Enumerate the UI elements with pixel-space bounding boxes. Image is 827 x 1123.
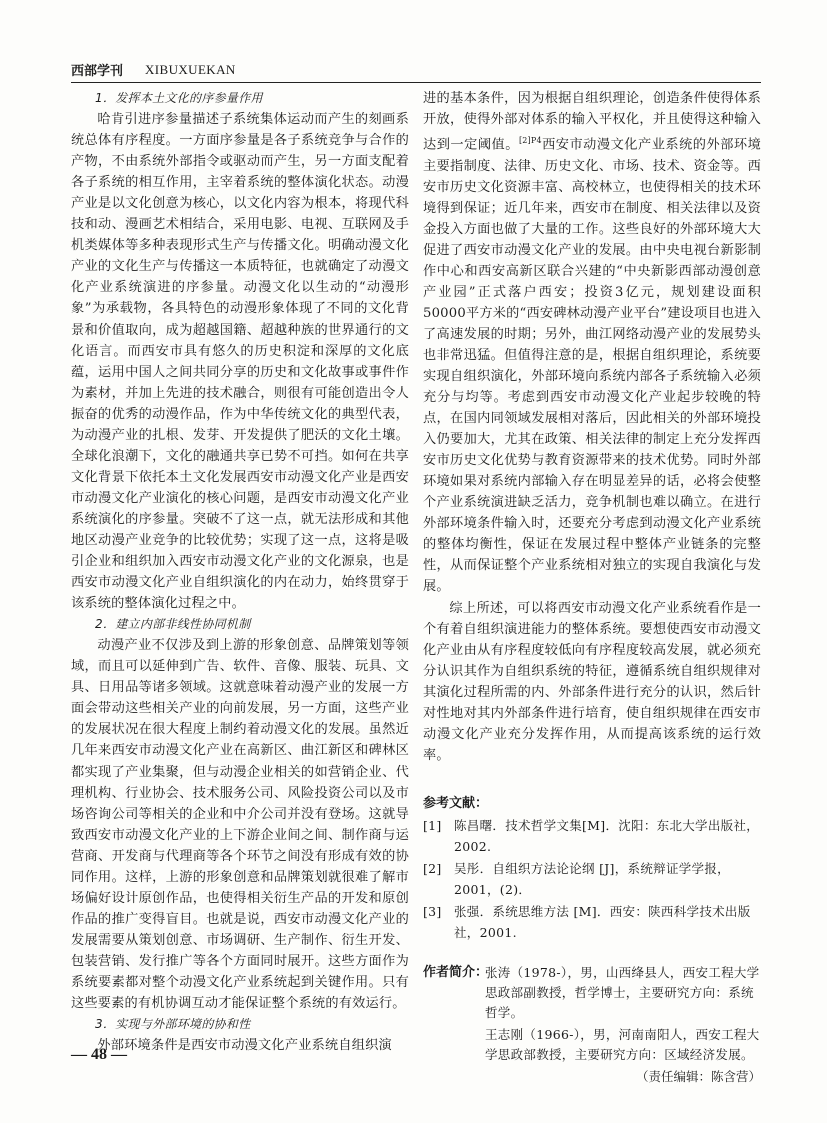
body-paragraph: 哈肯引进序参量描述子系统集体运动而产生的刻画系统总体有序程度。一方面序参量是各子系统竞争与合作的产物，不由系统外部指令或驱动而产生，另一方面支配着各子系统的相互作用，主宰着系统的整体演化状态。动漫产业是以文化创意为核心，以文化内容为根本，将现代科技和动、漫画艺术相结合，采用电影、电视、互联网及手机类媒体等多种表现形式生产与传播文化。明确动漫文化产业的文化生产与传播这一本质特征，也就确定了动漫文化产业系统演进的序参量。动漫文化以生动的“动漫形象”为承载物，各具特色的动漫形象体现了不同的文化背景和价值取向，成为超越国籍、超越种族的世界通行的文化语言。而西安市具有悠久的历史积淀和深厚的文化底蕴，运用中国人之间共同分享的历史和文化故事或事件作为素材，并加上先进的技术融合，则很有可能创造出令人振奋的优秀的动漫作品，作为中华传统文化的典型代表，为动漫产业的扎根、发芽、开发提供了肥沃的文化土壤。全球化浪潮下，文化的融通共享已势不可挡。如何在共享文化背景下依托本土文化发展西安市动漫文化产业是西安市动漫文化产业演化的核心问题，是西安市动漫文化产业系统演化的序参量。突破不了这一点，就无法形成和其他地区动漫产业竞争的比较优势；实现了这一点，这将是吸引企业和组织加入西安市动漫文化产业的文化源泉，也是西安市动漫文化产业自组织演化的内在动力，始终贯穿于该系统的整体演化过程之中。: [71, 112, 409, 612]
body-paragraph: 外部环境条件是西安市动漫文化产业系统自组织演: [97, 1038, 392, 1054]
body-paragraph: [423, 88, 761, 598]
body-paragraph: 动漫产业不仅涉及到上游的形象创意、品牌策划等领域，而且可以延伸到广告、软件、音像、服装、玩具、文具、日用品等诸多领域。这就意味着动漫产业的发展一方面会带动这些相关产业的向前发展，另一方面，这些产业的发展状况在很大程度上制约着动漫文化的发展。虽然近几年来西安市动漫文化产业在高新区、曲江新区和碑林区都实现了产业集聚，但与动漫企业相关的如营销企业、代理机构、行业协会、技术服务公司、风险投资公司以及市场咨询公司等相关的企业和中介公司并没有登场。这就导致西安市动漫文化产业的上下游企业间之间、制作商与运营商、开发商与代理商等各个环节之间没有形成有效的协同作用。这样，上游的形象创意和品牌策划就很难了解市场偏好设计原创作品，也使得相关衍生产品的开发和原创作品的推广变得盲目。也就是说，西安市动漫文化产业的发展需要从策划创意、市场调研、生产制作、衍生开发、包装营销、发行推广等各个方面同时展开。这些方面作为系统要素都对整个动漫文化产业系统起到关键作用。只有这些要素的有机协调互动才能保证整个系统的有效运行。: [71, 638, 409, 1012]
author-bio: 张涛（1978-），男，山西绛县人，西安工程大学思政部副教授，哲学博士，主要研究方向：系统哲学。: [485, 964, 760, 1020]
author-list: [485, 963, 761, 1065]
reference-item: [423, 815, 761, 857]
left-column: [71, 88, 409, 1056]
reference-number: [3]: [423, 903, 442, 919]
author-label: 作者简介：: [423, 964, 489, 980]
paragraph-text: 进的基本条件，因为根据自组织理论，创造条件使得体系开放，使得外部对体系的输入平权化，并且使得这种输入达到一定阈值。: [423, 91, 761, 153]
journal-name-latin: XIBUXUEKAN: [145, 62, 236, 77]
reference-text: 陈昌曙．技术哲学文集[M]．沈阳：东北大学出版社，2002.: [454, 817, 760, 854]
responsible-editor: （责任编辑：陈含营）: [635, 1068, 761, 1084]
paragraph-text: 西安市动漫文化产业系统的外部环境主要指制度、法律、历史文化、市场、技术、资金等。西安市历史文化资源丰富、高校林立，也使得相关的技术环境得到保证；近几年来，西安市在制度、相关法律以及资金投入方面也做了大量的工作。这些良好的外部环境大大促进了西安市动漫文化产业的发展。由中央电视台新影制作中心和西安高新区联合兴建的“中央新影西部动漫创意产业园”正式落户西安；投资3亿元，规划建设面积50000平方米的“西安碑林动漫产业平台”建设项目也进入了高速发展的时期；另外，曲江网络动漫产业的发展势头也非常迅猛。但值得注意的是，根据自组织理论，系统要实现自组织演化，外部环境向系统内部各子系统输入必须充分与均等。考虑到西安市动漫文化产业起步较晚的特点，在国内同领域发展相对落后，因此相关的外部环境投入仍要加大，尤其在政策、相关法律的制定上充分发挥西安市历史文化优势与教育资源带来的技术优势。同时外部环境如果对系统内部输入存在明显差异的话，必将会使整个产业系统演进缺乏活力，竞争机制也难以确立。在进行外部环境条件输入时，还要充分考虑到动漫文化产业系统的整体均衡性，保证在发展过程中整体产业链条的完整性，从而保证整个产业系统相对独立的实现自我演化与发展。: [423, 137, 762, 595]
page-number: — 48 —: [71, 1046, 127, 1063]
reference-number: [1]: [423, 817, 442, 833]
references-heading: 参考文献：: [423, 795, 489, 811]
conclusion-paragraph: 综上所述，可以将西安市动漫文化产业系统看作是一个有着自组织演进能力的整体系统。要想使西安市动漫文化产业由从有序程度较低向有序程度较高发展，就必须充分认识其作为自组织系统的特征，遵循系统自组织规律对其演化过程所需的内、外部条件进行充分的认识，然后针对性地对其内外部条件进行培育，使自组织规律在西安市动漫文化产业充分发挥作用，从而提高该系统的运行效率。: [423, 600, 761, 763]
running-header: [71, 58, 761, 83]
author-bio: 王志刚（1966-），男，河南南阳人，西安工程大学思政部教授，主要研究方向：区域经济发展。: [485, 1026, 760, 1062]
right-column: [423, 88, 761, 1085]
section-heading-2: 2．建立内部非线性协同机制: [95, 617, 251, 632]
section-heading-1: 1．发挥本土文化的序参量作用: [95, 91, 263, 105]
reference-number: [2]: [423, 860, 442, 876]
reference-text: 吴彤．自组织方法论论纲 [J]，系统辩证学学报，2001，(2)．: [454, 860, 730, 897]
author-info: [423, 963, 761, 1065]
journal-name: 西部学刊: [71, 64, 124, 79]
citation-mark: [2]P4: [518, 136, 542, 146]
reference-text: 张强．系统思维方法 [M]．西安：陕西科学技术出版社，2001.: [454, 903, 751, 940]
reference-item: [423, 901, 761, 943]
section-heading-3: 3．实现与外部环境的协和性: [95, 1017, 251, 1032]
reference-item: [423, 858, 761, 900]
